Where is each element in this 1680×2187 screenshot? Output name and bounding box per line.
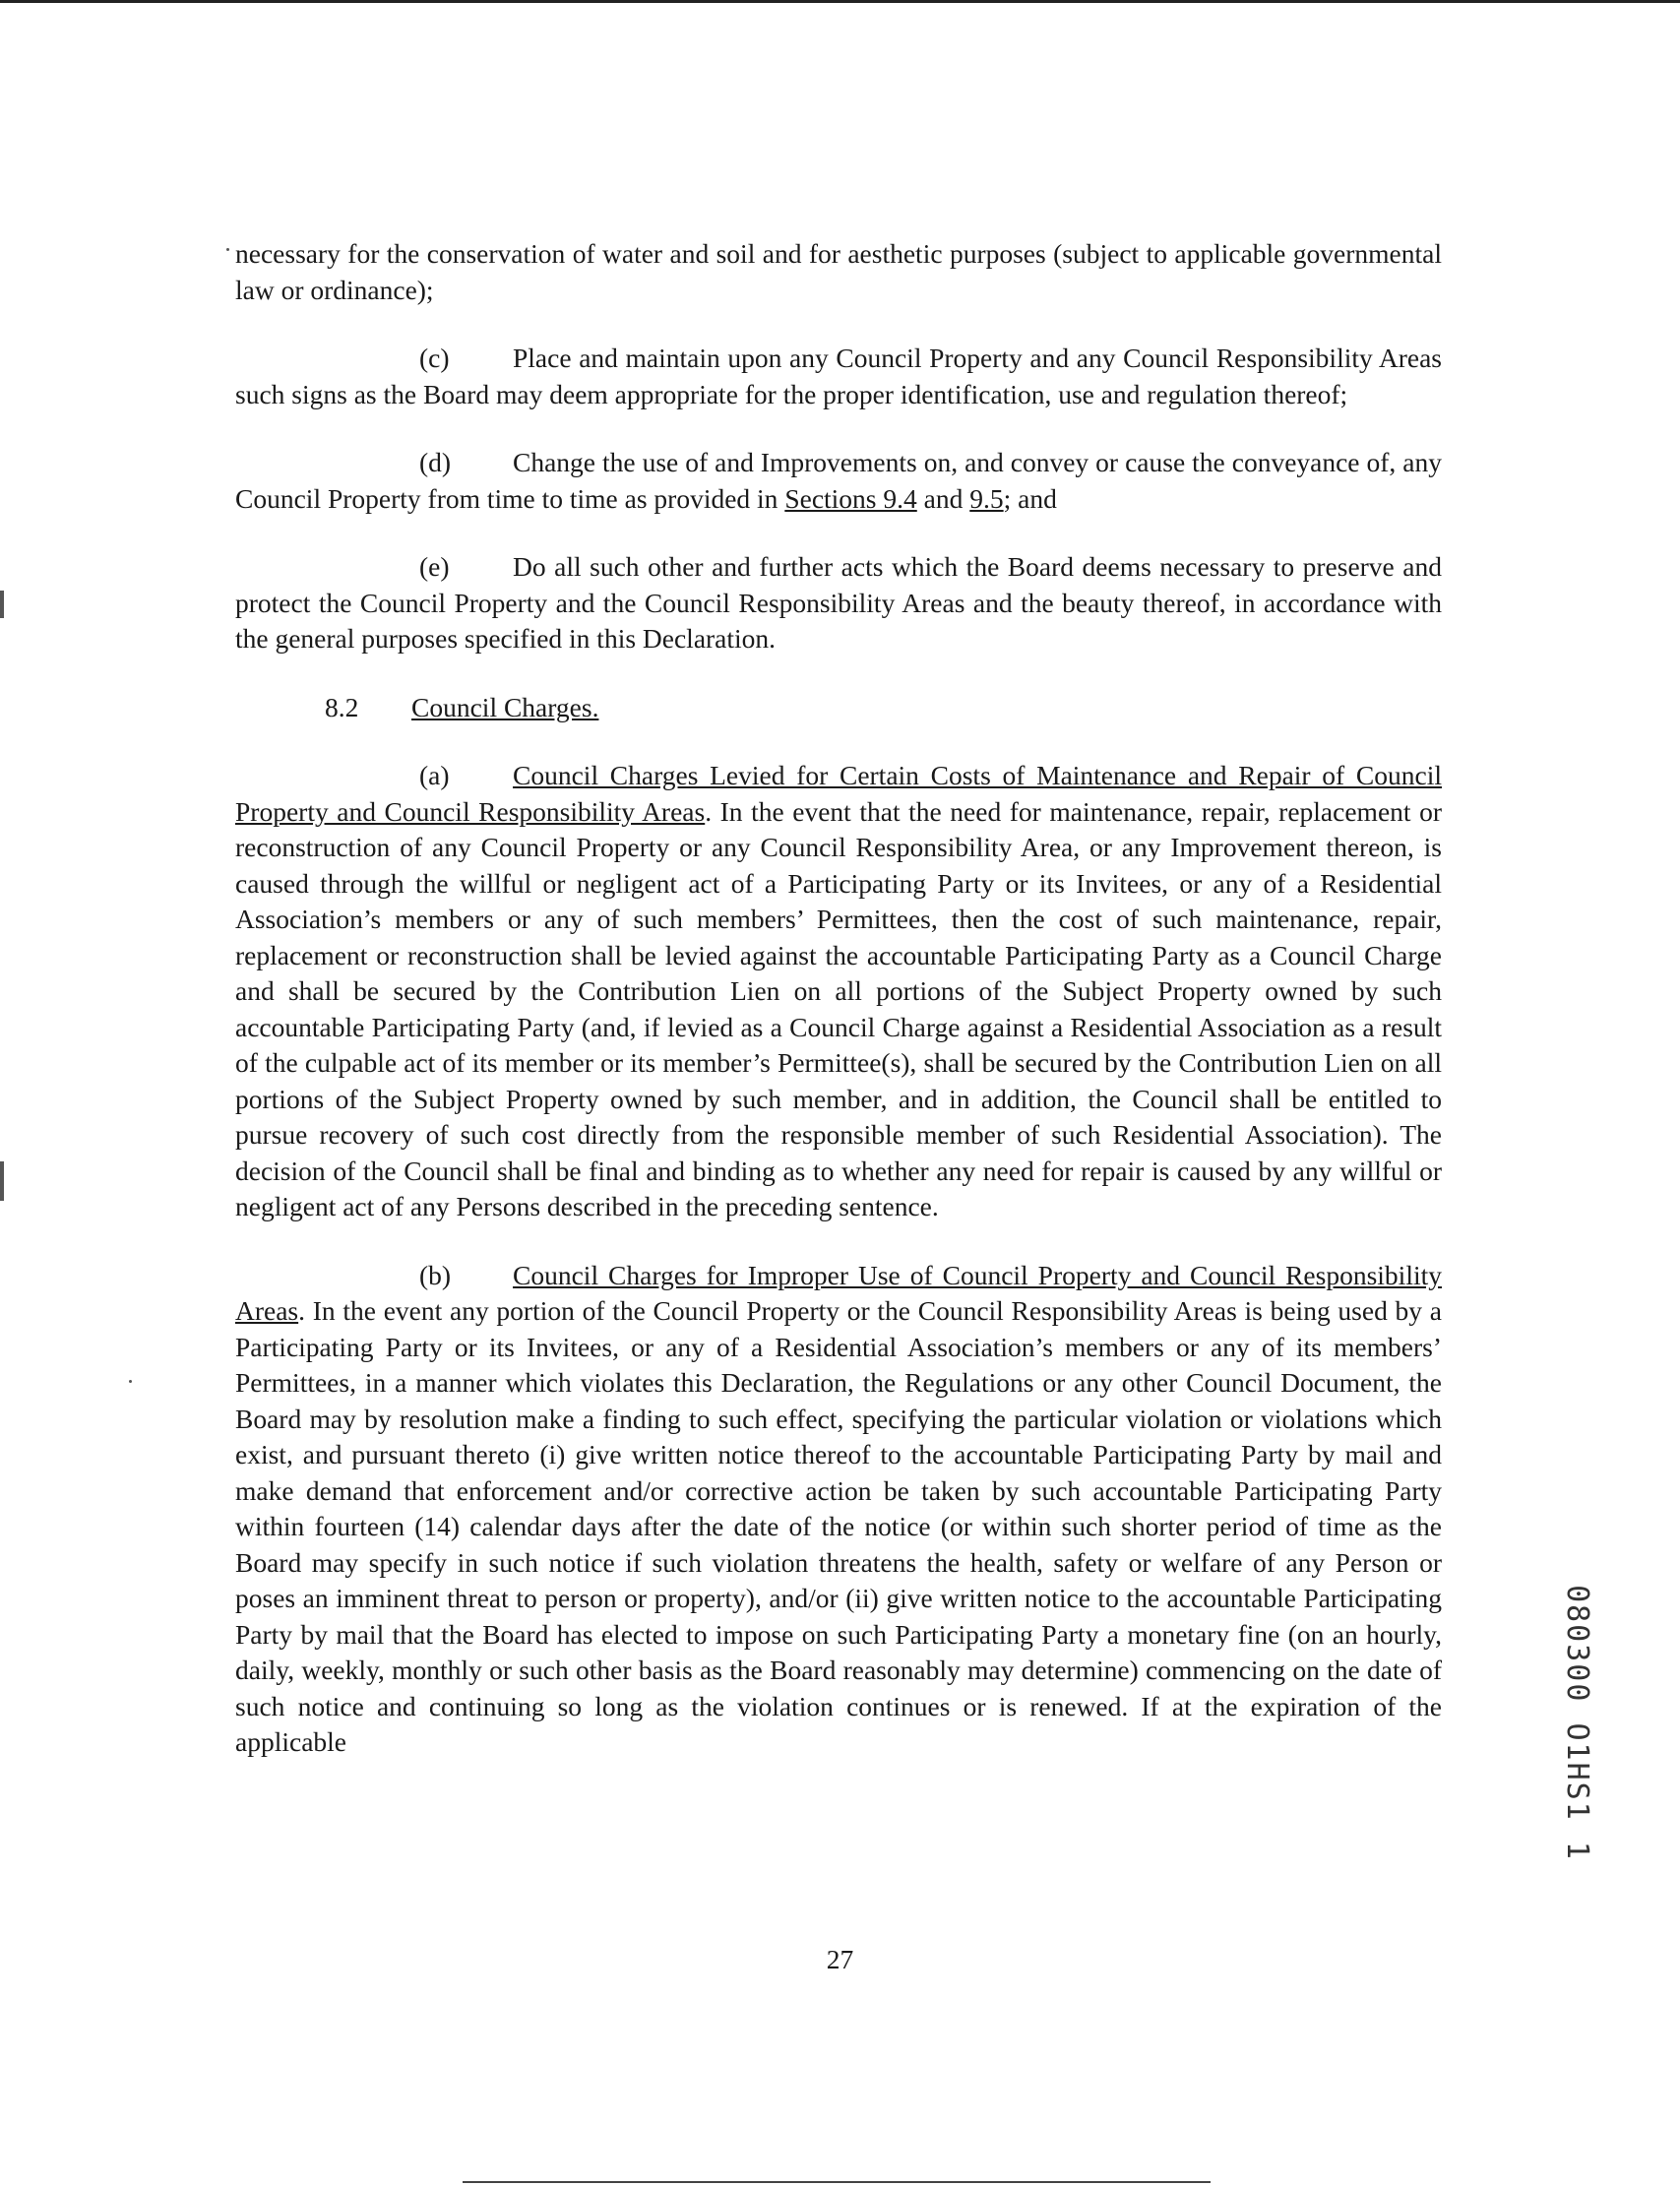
recording-stamp-text: 080300 O1HS1 1 xyxy=(1559,1584,1594,1861)
item-a-label: (a) xyxy=(419,760,450,790)
scan-margin-mark xyxy=(0,591,4,618)
item-b-heading: Council Charges for Improper Use of Council Property and Council Responsibility Areas xyxy=(235,1259,1442,1326)
section-title: Council Charges. xyxy=(411,691,599,722)
scan-margin-mark xyxy=(0,1161,4,1201)
item-d-conjunction: and xyxy=(916,482,970,514)
item-c-text: Place and maintain upon any Council Property and any Council Responsibility Areas such signs as the Board may deem appropriate for the proper identification, use and regulation thereof; xyxy=(235,343,1442,409)
item-d-ending: ; and xyxy=(1003,482,1057,514)
section-9-5-reference: 9.5 xyxy=(969,482,1004,514)
item-d-label: (d) xyxy=(419,447,452,477)
scan-speck xyxy=(129,1380,132,1383)
item-d xyxy=(235,445,1442,517)
item-b xyxy=(235,1258,1442,1761)
item-c-label: (c) xyxy=(419,343,450,373)
document-page xyxy=(235,236,1442,1793)
section-9-4-reference: Sections 9.4 xyxy=(784,482,917,514)
item-a xyxy=(235,758,1442,1225)
page-number: 27 xyxy=(826,1944,854,1974)
section-8-2-heading xyxy=(235,690,1442,726)
top-edge-line xyxy=(0,0,1680,3)
intro-fragment: necessary for the conservation of water and soil and for aesthetic purposes (subject to applicable governmental law or ordinance); xyxy=(235,238,1442,305)
scan-speck xyxy=(226,248,229,251)
bottom-edge-line xyxy=(463,2181,1211,2183)
item-a-heading: Council Charges Levied for Certain Costs of Maintenance and Repair of Council Property and Council Responsibility Areas xyxy=(235,760,1442,827)
item-d-text: Change the use of and Improvements on, and convey or cause the conveyance of, any Council Property from time to time as provided in xyxy=(235,447,1442,514)
section-number: 8.2 xyxy=(325,691,359,722)
recording-stamp xyxy=(1547,1584,1606,1861)
item-e-label: (e) xyxy=(419,551,450,582)
item-e-text: Do all such other and further acts which the Board deems necessary to preserve and protect the Council Property and the Council Responsibility Areas and the beauty thereof, in accordance with the general purposes specified in this Declaration. xyxy=(235,551,1442,654)
item-e xyxy=(235,549,1442,657)
item-c xyxy=(235,341,1442,412)
item-b-label: (b) xyxy=(419,1259,452,1290)
item-b-text: . In the event any portion of the Council Property or the Council Responsibility Areas is being used by a Participating Party or its Invitees, or any of a Residential Association’s members or any of its members’ Permittees, in a manner which violates this Declaration, the Regulations or any other Council Document, the Board may by resolution make a finding to such effect, specifying the particular violation or violations which exist, and pursuant thereto (i) give written notice thereof to the accountable Participating Party by mail and make demand that enforcement and/or corrective action be taken by such accountable Participating Party within fourteen (14) calendar days after the date of the notice (or within such shorter period of time as the Board may specify in such notice if such violation threatens the health, safety or welfare of any Person or poses an imminent threat to person or property), and/or (ii) give written notice to the accountable Participating Party by mail that the Board has elected to impose on such Participating Party a monetary fine (on an hourly, daily, weekly, monthly or such other basis as the Board reasonably may determine) commencing on the date of such notice and continuing so long as the violation continues or is renewed. If at the expiration of the applicable xyxy=(235,1295,1442,1757)
item-a-text: . In the event that the need for maintenance, repair, replacement or reconstruction of any Council Property or any Council Responsibility Area, or any Improvement thereon, is caused through the willful or negligent act of a Participating Party or its Invitees, or any of a Residential Association’s members or any of such members’ Permittees, then the cost of such maintenance, repair, replacement or reconstruction shall be levied against the accountable Participating Party as a Council Charge and shall be secured by the Contribution Lien on all portions of the Subject Property owned by such accountable Participating Party (and, if levied as a Council Charge against a Residential Association as a result of the culpable act of its member or its member’s Permittee(s), shall be secured by the Contribution Lien on all portions of the Subject Property owned by such member, and in addition, the Council shall be entitled to pursue recovery of such cost directly from the responsible member of such Residential Association). The decision of the Council shall be final and binding as to whether any need for repair is caused by any willful or negligent act of any Persons described in the preceding sentence. xyxy=(235,795,1442,1221)
